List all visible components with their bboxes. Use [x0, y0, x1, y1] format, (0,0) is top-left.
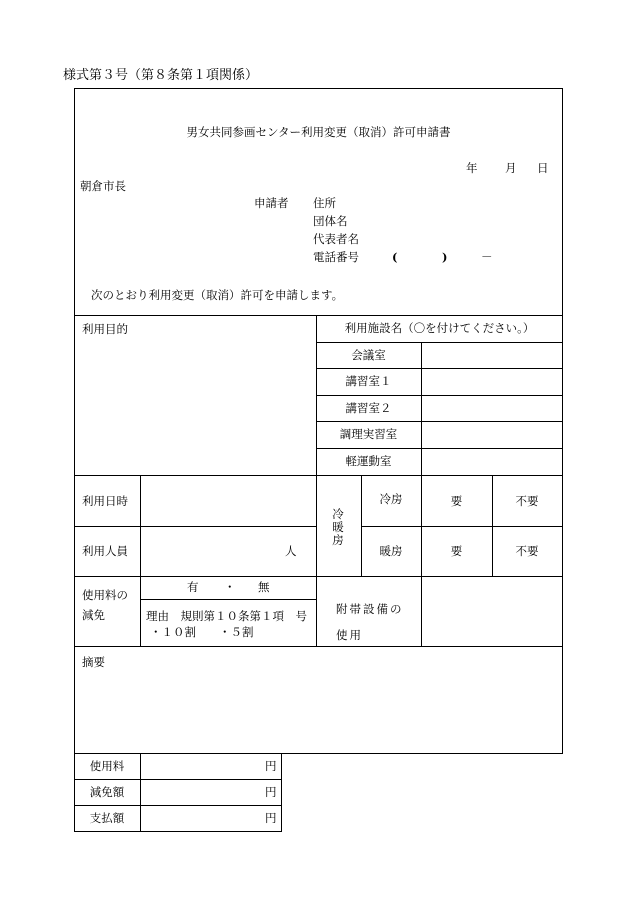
applicant-label: 申請者 [254, 196, 289, 210]
applicant-representative-label: 代表者名 [313, 232, 359, 246]
rule-rooms-divider [421, 342, 422, 475]
people-unit: 人 [285, 544, 297, 558]
rule-room-2 [316, 368, 563, 369]
rule-room-5 [316, 448, 563, 449]
usage-datetime-label: 利用日時 [82, 494, 128, 508]
rule-equipment-left [316, 576, 317, 646]
frame-top [74, 88, 563, 89]
rule-remarks-top [74, 646, 563, 647]
equipment-label: 附帯設備の使用 [336, 602, 404, 642]
room-name: 講習室１ [345, 374, 392, 388]
rule-fees-row1 [74, 779, 282, 780]
rule-fees-row2 [74, 805, 282, 806]
rule-usage-label-col [140, 475, 141, 576]
rule-purpose-top [74, 315, 563, 316]
rule-hvac-left [316, 475, 317, 576]
cooling-required: 要 [450, 494, 463, 508]
fee-reason: 理由 規則第１０条第１項 号 [146, 609, 307, 623]
rule-fee-label-col [140, 576, 141, 646]
date-month: 月 [505, 161, 517, 175]
rule-fees-bottom [74, 831, 282, 832]
rule-hvac-col [361, 475, 362, 576]
phone-open-paren: ( [392, 250, 398, 264]
applicant-organization-label: 団体名 [313, 214, 348, 228]
rule-fees-mid [140, 753, 141, 832]
rule-fees-right [281, 753, 282, 832]
addressee: 朝倉市長 [80, 179, 126, 193]
hvac-label: 冷暖房 [332, 507, 344, 548]
date-day: 日 [537, 161, 549, 175]
fee-reduction-label: 使用料の減免 [82, 588, 128, 622]
date-year: 年 [466, 161, 478, 175]
fee-no: 無 [258, 580, 270, 594]
remarks-label: 摘要 [82, 655, 105, 669]
heating-required: 要 [450, 544, 463, 558]
cooling-not-required: 不要 [515, 494, 539, 508]
statement: 次のとおり利用変更（取消）許可を申請します。 [91, 288, 344, 302]
fee-row-label: 使用料 [89, 759, 125, 773]
room-name: 調理実習室 [339, 427, 398, 441]
rule-room-4 [316, 421, 563, 422]
phone-close-paren: ) [442, 250, 448, 264]
fee-row-unit: 円 [265, 811, 277, 825]
fee-row-unit: 円 [265, 759, 277, 773]
rule-equipment-col [421, 576, 422, 646]
applicant-phone-label: 電話番号 [313, 250, 359, 264]
heating-not-required: 不要 [515, 544, 539, 558]
room-name: 講習室２ [345, 401, 392, 415]
frame-left [74, 88, 75, 753]
form-number: 様式第３号（第８条第１項関係） [63, 68, 259, 83]
rule-room-1 [316, 342, 563, 343]
facility-header: 利用施設名（〇を付けてください。） [344, 321, 535, 335]
rule-hvac-col2 [421, 475, 422, 576]
rule-usage-mid-left [74, 526, 317, 527]
fee-options: ・１０割 ・５割 [150, 625, 254, 639]
rule-fee-top [74, 576, 563, 577]
fee-row-label: 減免額 [89, 785, 125, 799]
purpose-label: 利用目的 [82, 322, 128, 336]
rule-fee-mid [140, 599, 317, 600]
phone-dash: － [481, 250, 493, 264]
heating-label: 暖房 [379, 544, 403, 558]
rule-hvac-col3 [492, 475, 493, 576]
fee-dot: ・ [224, 580, 236, 594]
fee-row-label: 支払額 [89, 811, 125, 825]
room-name: 会議室 [351, 348, 386, 362]
rule-remarks-bottom [74, 753, 563, 754]
rule-room-3 [316, 395, 563, 396]
form-title: 男女共同参画センター利用変更（取消）許可申請書 [186, 125, 451, 139]
rule-usage-top [74, 475, 563, 476]
rule-usage-mid-right [361, 526, 563, 527]
room-name: 軽運動室 [345, 454, 392, 468]
usage-people-label: 利用人員 [82, 544, 128, 558]
fee-row-unit: 円 [265, 785, 277, 799]
applicant-address-label: 住所 [313, 196, 336, 210]
fee-yes: 有 [187, 580, 199, 594]
cooling-label: 冷房 [379, 492, 403, 506]
